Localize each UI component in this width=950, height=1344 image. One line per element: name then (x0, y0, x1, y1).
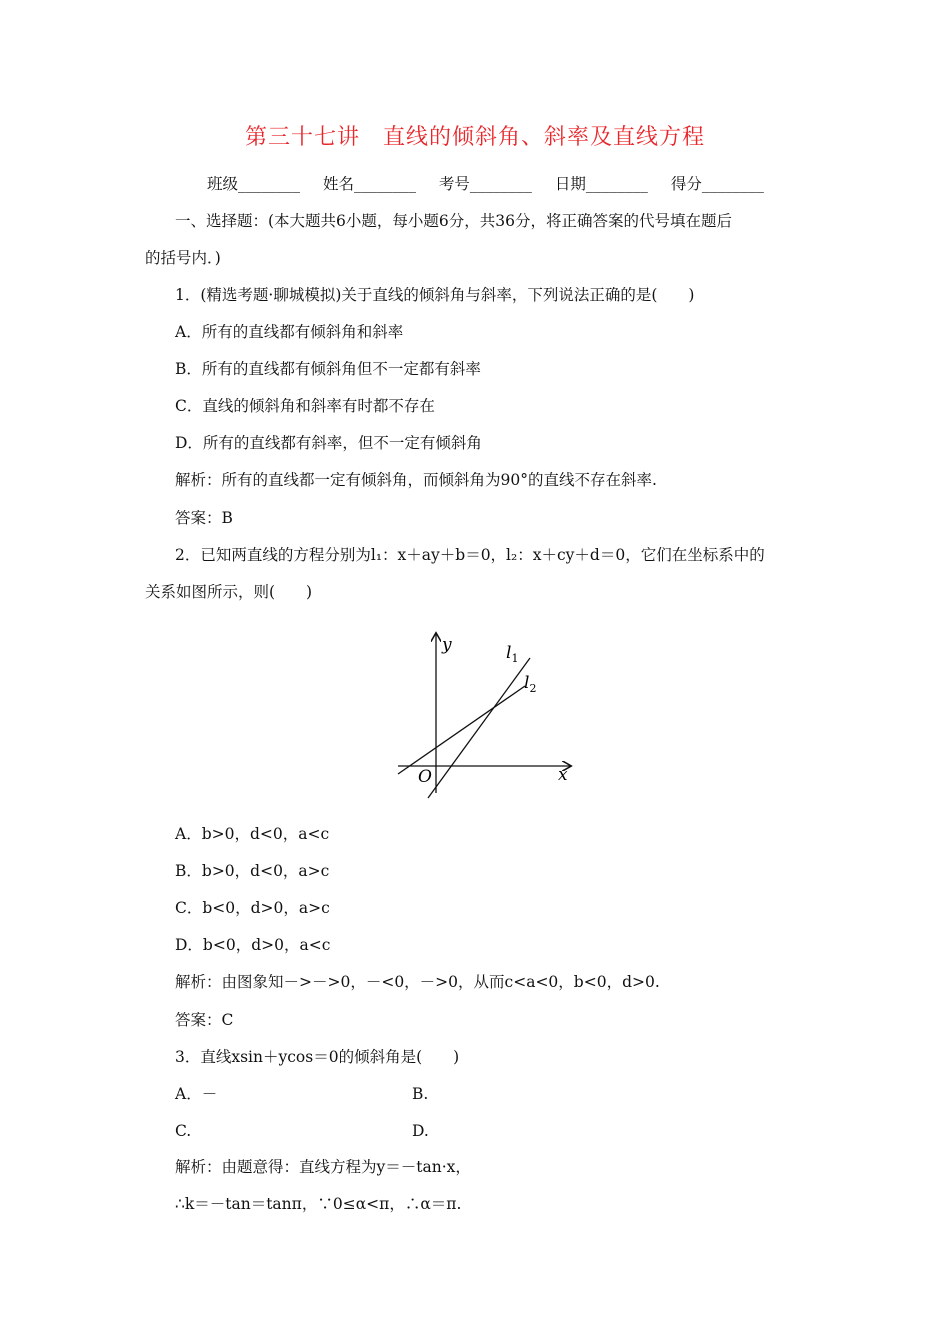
section-heading-line1: 一、选择题：(本大题共6小题，每小题6分，共36分，将正确答案的代号填在题后 (175, 212, 732, 230)
q3-analysis-line2: ∴k＝－tan＝tanπ，∵0≤α<π，∴α＝π. (175, 1195, 462, 1213)
class-field: 班级________ (207, 175, 301, 193)
section-heading-line2: 的括号内．) (145, 249, 221, 267)
q3-analysis-line1: 解析：由题意得：直线方程为y＝－tan·x， (175, 1158, 471, 1176)
line-l1 (428, 658, 530, 798)
q1-option-c: C．直线的倾斜角和斜率有时都不存在 (175, 397, 435, 415)
score-field: 得分________ (670, 175, 764, 193)
q2-stem-line1: 2．已知两直线的方程分别为l₁：x＋ay＋b＝0，l₂：x＋cy＋d＝0，它们在坐标系中的 (175, 546, 765, 564)
q3-stem: 3．直线xsin＋ycos＝0的倾斜角是( ) (175, 1048, 460, 1066)
q1-answer: 答案：B (175, 509, 233, 527)
q2-analysis: 解析：由图象知－>－>0，－<0，－>0，从而c<a<0，b<0，d>0. (175, 973, 660, 991)
x-axis-label: x (558, 765, 568, 785)
name-field: 姓名________ (322, 175, 416, 193)
l2-label: $l_2$ (524, 673, 537, 695)
origin-label: O (418, 767, 432, 787)
page-title: 第三十七讲 直线的倾斜角、斜率及直线方程 (244, 125, 705, 150)
q2-figure (390, 628, 590, 803)
q1-option-a: A．所有的直线都有倾斜角和斜率 (175, 323, 404, 341)
q1-option-b: B．所有的直线都有倾斜角但不一定都有斜率 (175, 360, 481, 378)
q3-option-c: C. (175, 1122, 192, 1140)
q2-option-a: A．b>0，d<0，a<c (175, 825, 330, 843)
q2-option-d: D．b<0，d>0，a<c (175, 936, 331, 954)
q3-option-d: D. (412, 1122, 429, 1140)
y-axis-label: y (442, 635, 452, 655)
q1-analysis: 解析：所有的直线都一定有倾斜角，而倾斜角为90°的直线不存在斜率. (175, 471, 657, 489)
q1-stem: 1．(精选考题·聊城模拟)关于直线的倾斜角与斜率，下列说法正确的是( ) (175, 286, 695, 304)
q2-stem-line2: 关系如图所示，则( ) (145, 583, 313, 601)
date-field: 日期________ (554, 175, 648, 193)
q3-option-a: A．－ (175, 1085, 218, 1103)
q2-answer: 答案：C (175, 1011, 234, 1029)
header-fields (207, 172, 782, 194)
q2-option-b: B．b>0，d<0，a>c (175, 862, 330, 880)
q3-option-b: B. (412, 1085, 429, 1103)
q2-option-c: C．b<0，d>0，a>c (175, 899, 330, 917)
l1-label: $l_1$ (506, 643, 519, 665)
line-l2 (398, 686, 525, 774)
q1-option-d: D．所有的直线都有斜率，但不一定有倾斜角 (175, 434, 482, 452)
exam-number-field: 考号________ (438, 175, 532, 193)
